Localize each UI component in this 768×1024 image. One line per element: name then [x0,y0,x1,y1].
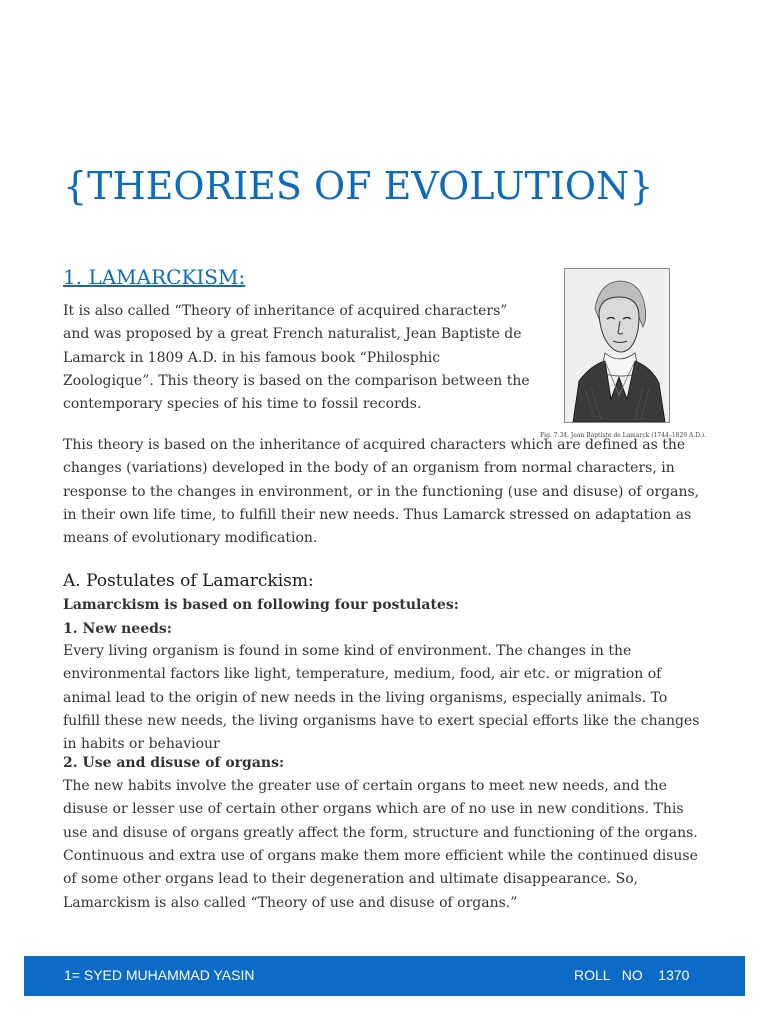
lamarck-portrait-image [564,268,670,423]
intro-paragraph: It is also called “Theory of inheritance of acquired characters” and was proposed by a great French naturalist, Jean Baptiste de Lamarck in 1809 A.D. in his famous book “Philosphic Zoologique”. This theory is based on the comparison between the contemporary species of his time to fossil records. [63,303,530,413]
postulates-intro: Lamarckism is based on following four postulates: [63,597,459,613]
portrait-illustration [565,269,669,422]
postulates-heading: A. Postulates of Lamarckism: [63,571,314,591]
figure-caption: Fig. 7.34. Jean Baptiste de Lamarck (1744–1829 A.D.). [540,432,706,439]
footer-author: 1= SYED MUHAMMAD YASIN [64,967,255,983]
footer-roll-number: ROLL NO 1370 [574,967,690,983]
theory-paragraph: This theory is based on the inheritance of acquired characters which are defined as the changes (variations) developed in the body of an organism from normal characters, in response to the changes in environment, or in the functioning (use and disuse) of organs, in their own life time, to fulfill their new needs. Thus Lamarck stressed on adaptation as means of evolutionary modification. [63,437,700,547]
use-disuse-text-continued: Continuous and extra use of organs make them more efficient while the continued disuse of some other organs lead to their degeneration and ultimate disappearance. So, Lamarckism is also called “Theory of use and disuse of organs.” [63,848,698,911]
new-needs-heading: 1. New needs: [63,621,172,637]
new-needs-text: Every living organism is found in some kind of environment. The changes in the environmental factors like light, temperature, medium, food, air etc. or migration of animal lead to the origin of new needs in the living organisms, especially animals. To fulfill these new needs, the living organisms have to exert special efforts like the changes in habits or behaviour [63,643,700,753]
use-disuse-text: The new habits involve the greater use of certain organs to meet new needs, and the disuse or lesser use of certain other organs which are of no use in new conditions. This use and disuse of organs greatly affect the form, structure and functioning of the organs. [63,778,698,841]
use-disuse-heading: 2. Use and disuse of organs: [63,755,285,771]
footer-bar [24,956,745,996]
section-heading-lamarckism: 1. LAMARCKISM: [63,265,246,289]
page-title: {THEORIES OF EVOLUTION} [63,164,654,208]
